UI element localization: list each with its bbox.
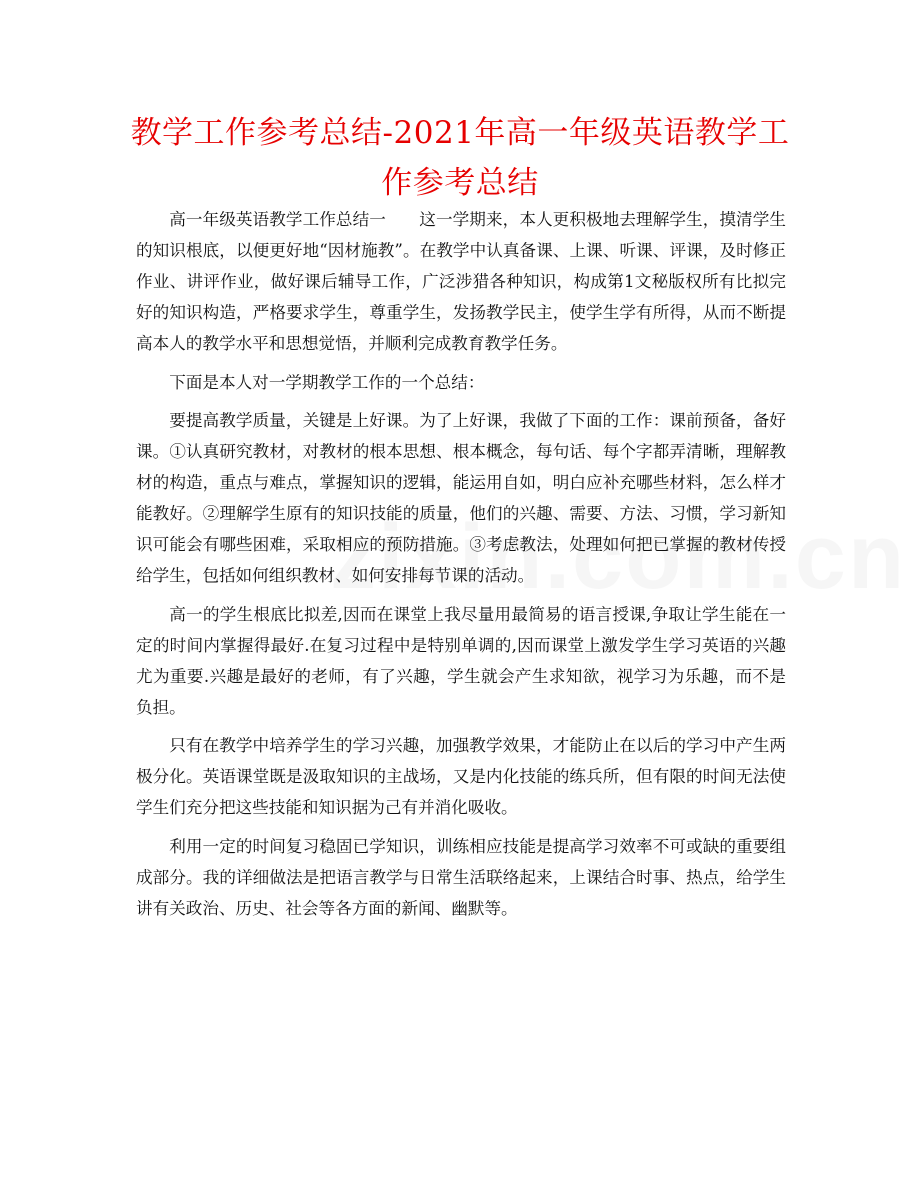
document-title: 教学工作参考总结-2021年高一年级英语教学工作参考总结 bbox=[130, 115, 790, 201]
paragraph-5: 只有在教学中培养学生的学习兴趣，加强教学效果，才能防止在以后的学习中产生两极分化。英语课堂既是汲取知识的主战场，又是内化技能的练兵所，但有限的时间无法使学生们充分把这些技能和知识据为己有并消化吸收。 bbox=[136, 736, 786, 817]
paragraph-3: 要提高教学质量，关键是上好课。为了上好课，我做了下面的工作：课前预备，备好课。①认真研究教材，对教材的根本思想、根本概念，每句话、每个字都弄清晰，理解教材的构造，重点与难点，掌握知识的逻辑，能运用自如，明白应补充哪些材料，怎么样才能教好。②理解学生原有的知识技能的质量，他们的兴趣、需要、方法、习惯，学习新知识可能会有哪些困难，采取相应的预防措施。③考虑教法，处理如何把已掌握的教材传授给学生，包括如何组织教材、如何安排每节课的活动。 bbox=[136, 411, 786, 585]
paragraph-4: 高一的学生根底比拟差,因而在课堂上我尽量用最简易的语言授课,争取让学生能在一定的时间内掌握得最好.在复习过程中是特别单调的,因而课堂上激发学生学习英语的兴趣尤为重要.兴趣是最好的老师，有了兴趣，学生就会产生求知欲，视学习为乐趣，而不是负担。 bbox=[136, 604, 786, 717]
paragraph-1: 高一年级英语教学工作总结一 这一学期来，本人更积极地去理解学生，摸清学生的知识根底，以便更好地“因材施教”。在教学中认真备课、上课、听课、评课，及时修正作业、讲评作业，做好课后辅导工作，广泛涉猎各种知识，构成第1文秘版权所有比拟完好的知识构造，严格要求学生，尊重学生，发扬教学民主，使学生学有所得，从而不断提高本人的教学水平和思想觉悟，并顺利完成教育教学任务。 bbox=[136, 210, 786, 353]
document-body bbox=[136, 204, 786, 931]
paragraph-6: 利用一定的时间复习稳固已学知识，训练相应技能是提高学习效率不可或缺的重要组成部分。我的详细做法是把语言教学与日常生活联络起来，上课结合时事、热点，给学生讲有关政治、历史、社会等各方面的新闻、幽默等。 bbox=[136, 836, 786, 918]
paragraph-2: 下面是本人对一学期教学工作的一个总结： bbox=[169, 372, 485, 392]
